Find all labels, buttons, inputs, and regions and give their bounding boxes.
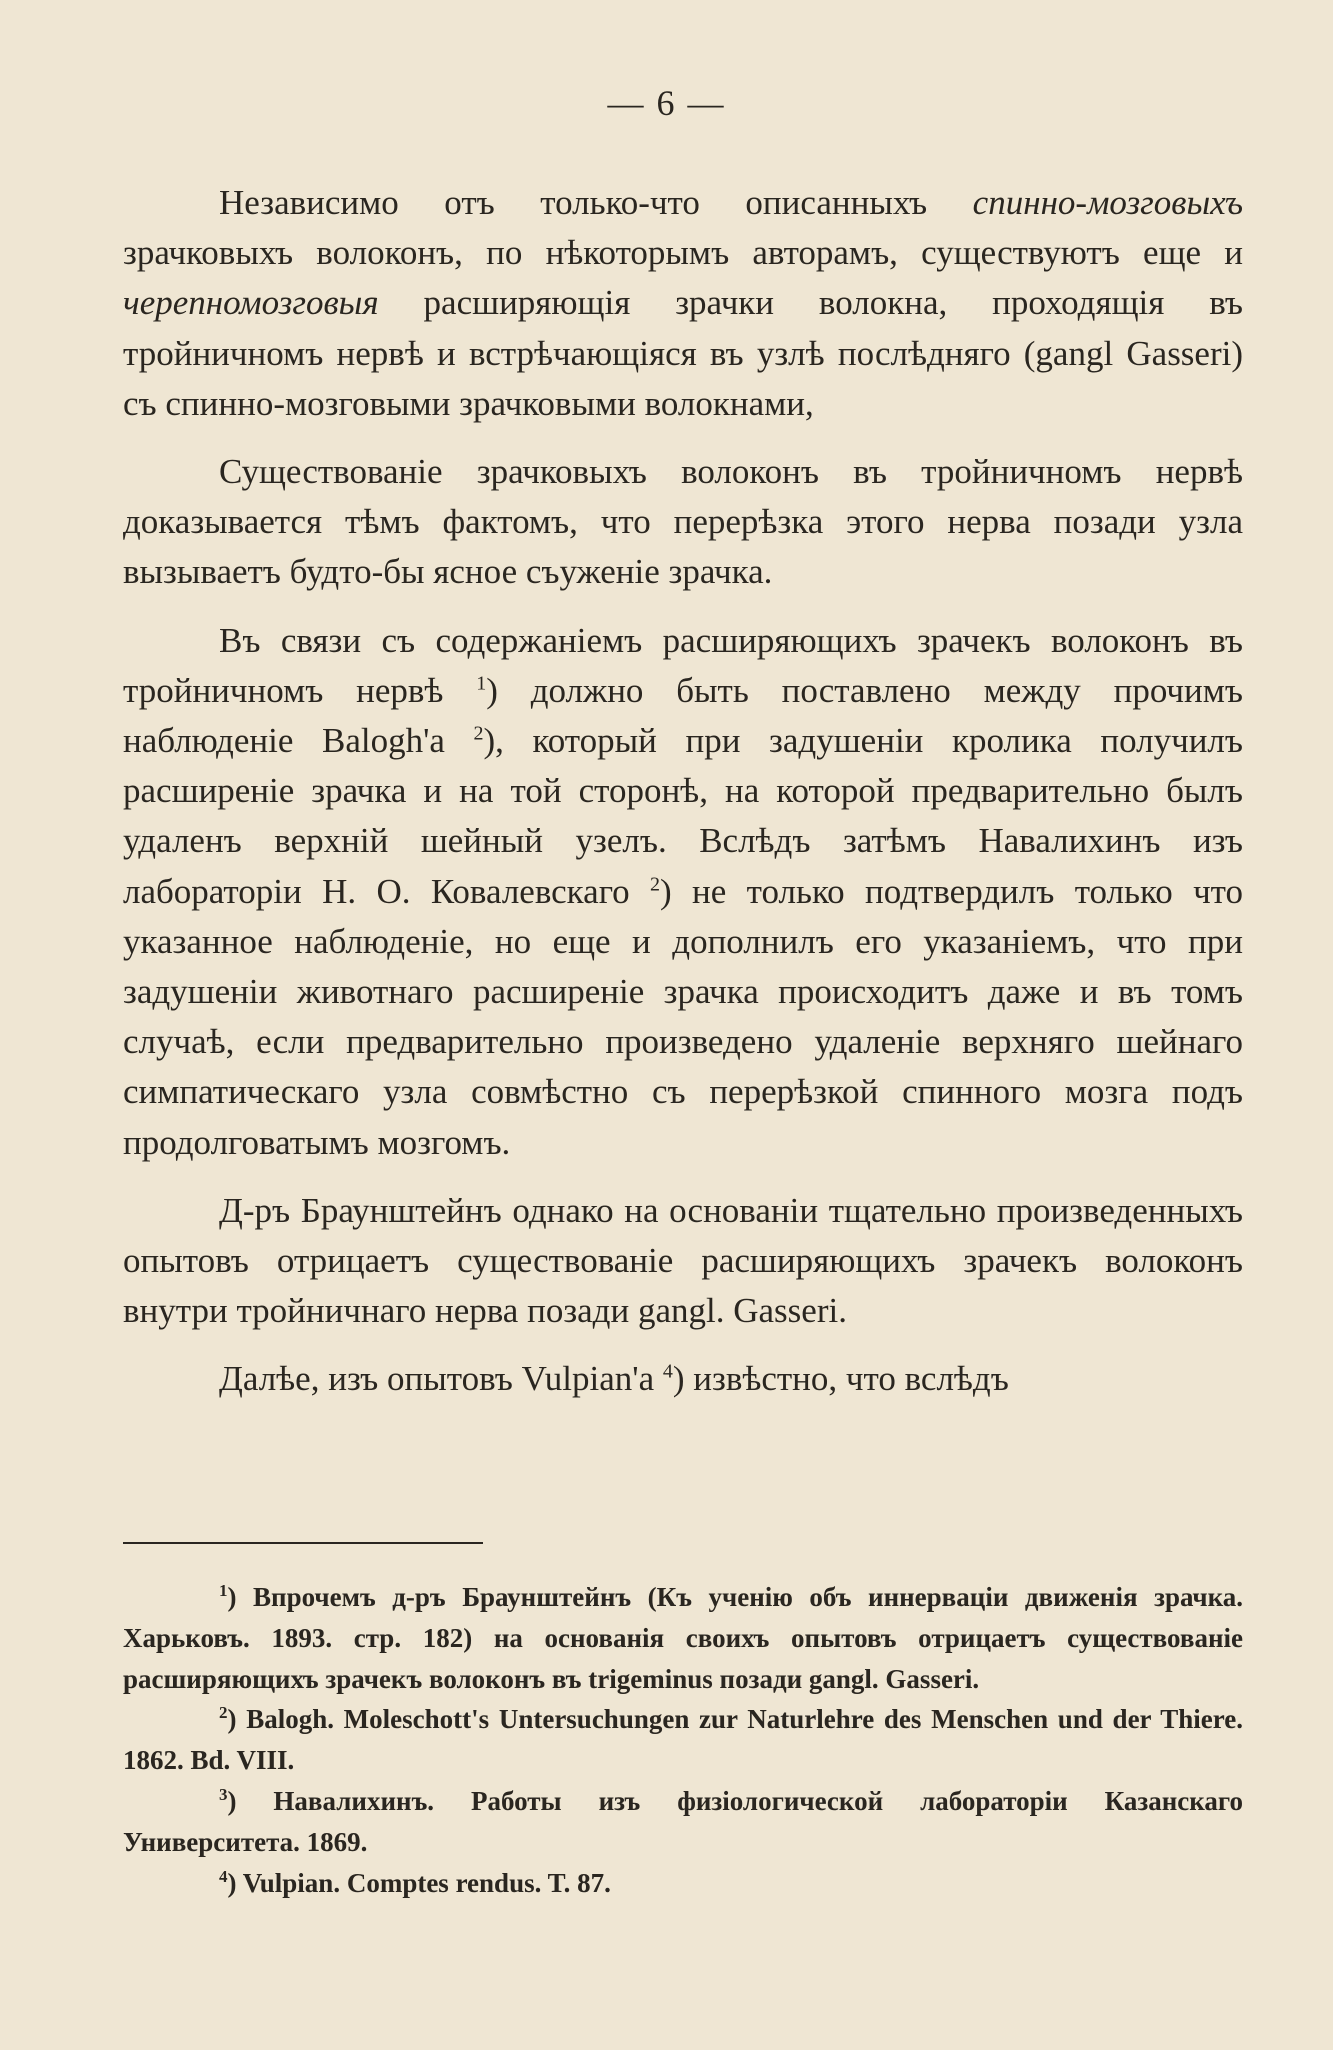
- footnote-ref-1: 1: [476, 672, 487, 695]
- paragraph-3-text-c: ), который при задушеніи кролика получилъ расширеніе зрачка и на той сторонѣ, на которой предварительно былъ удаленъ верхній шейный узелъ. Вслѣдъ затѣмъ Навалихинъ изъ лабораторіи Н. О. Ковалевскаго: [123, 721, 1243, 911]
- paragraph-1-text-e: расширяющія зрачки волокна, проходящія въ тройничномъ нервѣ и встрѣчающіяся въ узлѣ послѣдняго (gangl Gasseri) съ спинно-мозговыми зрачковыми волокнами,: [123, 283, 1243, 423]
- paragraph-1-italic-spinal: спинно-мозговыхъ: [972, 183, 1243, 222]
- footnote-divider: [123, 1542, 483, 1544]
- paragraph-3: [123, 616, 1243, 1168]
- footnote-4-mark: 4: [219, 1866, 228, 1886]
- paragraph-3-text-b: ) должно быть поставлено между прочимъ наблюденіе Balogh'а: [123, 670, 1243, 761]
- footnote-1-text: ) Впрочемъ д-ръ Браунштейнъ (Къ ученію объ иннерваціи движенія зрачка. Харьковъ. 1893. стр. 182) на основанія своихъ опытовъ отрицаетъ существованіе расширяющихъ зрачекъ волоконъ въ trigeminus позади gangl. Gasseri.: [123, 1582, 1243, 1694]
- footnote-4: [123, 1863, 1243, 1904]
- footnote-2-mark: 2: [219, 1703, 228, 1723]
- footnote-1: [123, 1577, 1243, 1699]
- footnote-2-text: ) Balogh. Moleschott's Untersuchungen zur Naturlehre des Menschen und der Thiere. 1862. Bd. VIII.: [123, 1704, 1243, 1776]
- paragraph-1: [123, 178, 1243, 429]
- footnote-1-mark: 1: [219, 1581, 228, 1600]
- body-text: [123, 178, 1243, 1423]
- paragraph-1-text-a: Независимо отъ только-что описанныхъ: [219, 183, 973, 222]
- paragraph-3-text-a: Въ связи съ содержаніемъ расширяющихъ зрачекъ волоконъ въ тройничномъ нервѣ: [123, 620, 1243, 710]
- paragraph-5: [123, 1354, 1243, 1404]
- footnote-3: [123, 1781, 1243, 1863]
- paragraph-1-text-c: зрачковыхъ волоконъ, по нѣкоторымъ авторамъ, существуютъ еще и: [123, 233, 1243, 273]
- footnote-3-text: ) Навалихинъ. Работы изъ физіологической лабораторіи Казанскаго Университета. 1869.: [123, 1785, 1243, 1857]
- footnote-4-text: ) Vulpian. Comptes rendus. T. 87.: [227, 1867, 611, 1898]
- paragraph-4: Д-ръ Браунштейнъ однако на основаніи тщательно произведенныхъ опытовъ отрицаетъ существованіе расширяющихъ зрачекъ волоконъ внутри тройничнаго нерва позади gangl. Gasseri.: [123, 1190, 1243, 1331]
- footnote-ref-2: 2: [473, 722, 484, 745]
- paragraph-2: Существованіе зрачковыхъ волоконъ въ тройничномъ нервѣ доказывается тѣмъ фактомъ, что перерѣзка этого нерва позади узла вызываетъ будто-бы ясное съуженіе зрачка.: [123, 452, 1243, 592]
- footnotes: [123, 1577, 1243, 1903]
- paragraph-5-text-b: ) извѣстно, что вслѣдъ: [672, 1359, 1009, 1399]
- footnote-3-mark: 3: [219, 1784, 228, 1804]
- footnote-ref-4: 4: [662, 1360, 673, 1383]
- footnote-2: [123, 1699, 1243, 1781]
- footnote-ref-2b: 2: [650, 872, 661, 895]
- page-number: — 6 —: [607, 83, 726, 123]
- paragraph-3-text-d: ) не только подтвердилъ только что указанное наблюденіе, но еще и дополнилъ его указаніемъ, что при задушеніи животнаго расширеніе зрачка происходитъ даже и въ томъ случаѣ, если предварительно произведено удаленіе верхняго шейнаго симпатическаго узла совмѣстно съ перерѣзкой спинного мозга подъ продолговатымъ мозгомъ.: [123, 871, 1244, 1162]
- paragraph-1-italic-cranial: черепномозговыя: [123, 283, 379, 323]
- paragraph-5-text-a: Далѣе, изъ опытовъ Vulpian'а: [219, 1359, 663, 1399]
